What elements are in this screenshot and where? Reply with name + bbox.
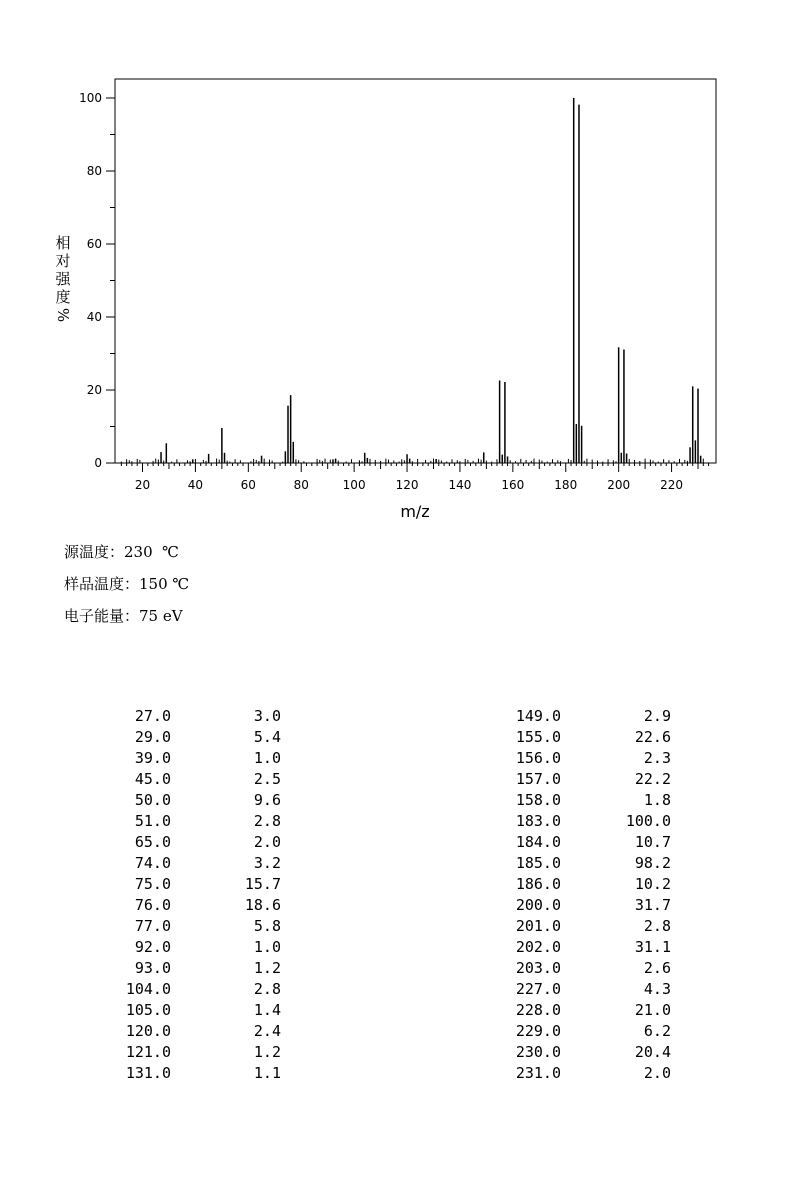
electron-energy: 电子能量：75 eV [64, 607, 183, 625]
peak-table-row [59, 937, 281, 958]
peak-table-row [59, 748, 281, 769]
peak-intensity: 22.6 [634, 728, 671, 746]
peak-table-row [449, 706, 671, 727]
peak-mz: 39.0 [134, 749, 171, 767]
peak-mz: 29.0 [134, 728, 171, 746]
peak-intensity: 9.6 [253, 791, 281, 809]
x-tick-label: 200 [607, 478, 631, 492]
peak-intensity: 31.1 [634, 938, 671, 956]
peak-table-row [449, 1063, 671, 1084]
peak-table-row [59, 895, 281, 916]
peak-mz: 93.0 [134, 959, 171, 977]
peak-mz: 74.0 [134, 854, 171, 872]
peak-intensity: 4.3 [643, 980, 671, 998]
x-tick-label: 120 [395, 478, 419, 492]
peak-intensity: 3.2 [253, 854, 281, 872]
peak-table-row [449, 748, 671, 769]
peak-table-row [449, 1000, 671, 1021]
peak-intensity: 10.2 [634, 875, 671, 893]
peak-intensity: 1.1 [253, 1064, 281, 1082]
peak-table-row [59, 1042, 281, 1063]
peak-intensity: 2.6 [643, 959, 671, 977]
peak-table-row [59, 874, 281, 895]
peak-table-row [449, 1042, 671, 1063]
peak-intensity: 21.0 [634, 1001, 671, 1019]
y-axis [79, 91, 115, 470]
peak-intensity: 2.8 [253, 980, 281, 998]
peak-mz: 104.0 [125, 980, 171, 998]
peak-table-row [449, 853, 671, 874]
peak-table-row [449, 979, 671, 1000]
peak-table-row [59, 790, 281, 811]
peak-mz: 202.0 [515, 938, 561, 956]
x-tick-label: 60 [240, 478, 256, 492]
peak-intensity: 5.8 [253, 917, 281, 935]
peak-mz: 92.0 [134, 938, 171, 956]
sample-temperature: 样品温度：150 ℃ [64, 575, 190, 593]
y-tick-label: 100 [79, 91, 102, 105]
peak-intensity: 5.4 [253, 728, 281, 746]
peak-mz: 228.0 [515, 1001, 561, 1019]
plot-frame [115, 79, 716, 463]
peak-mz: 158.0 [515, 791, 561, 809]
peak-table-row [59, 958, 281, 979]
peak-intensity: 1.8 [643, 791, 671, 809]
x-axis [121, 463, 708, 492]
y-tick-label: 60 [86, 237, 102, 251]
peak-table-row [59, 832, 281, 853]
peak-table-row [59, 853, 281, 874]
peak-table-row [449, 958, 671, 979]
peak-mz: 76.0 [134, 896, 171, 914]
peak-mz: 201.0 [515, 917, 561, 935]
source-temperature: 源温度：230 ℃ [64, 543, 179, 561]
y-axis-label [52, 234, 74, 324]
y-tick-label: 20 [86, 383, 102, 397]
peak-mz: 75.0 [134, 875, 171, 893]
x-axis-label: m/z [400, 502, 430, 521]
peak-intensity: 2.8 [643, 917, 671, 935]
y-tick-label: 40 [86, 310, 102, 324]
y-axis-label-char: 强 [55, 270, 71, 288]
peak-mz: 185.0 [515, 854, 561, 872]
peak-table-row [59, 706, 281, 727]
peak-intensity: 2.0 [253, 833, 281, 851]
peak-intensity: 2.3 [643, 749, 671, 767]
peak-mz: 231.0 [515, 1064, 561, 1082]
y-axis-label-char: 相 [55, 234, 71, 252]
peak-mz: 27.0 [134, 707, 171, 725]
peak-table-row [449, 811, 671, 832]
y-tick-label: 80 [86, 164, 102, 178]
peak-intensity: 2.9 [643, 707, 671, 725]
peak-mz: 184.0 [515, 833, 561, 851]
peak-intensity: 2.0 [643, 1064, 671, 1082]
peak-table-row [59, 769, 281, 790]
peak-intensity: 2.5 [253, 770, 281, 788]
peak-mz: 227.0 [515, 980, 561, 998]
peak-table-row [449, 832, 671, 853]
peak-mz: 157.0 [515, 770, 561, 788]
peak-mz: 50.0 [134, 791, 171, 809]
y-tick-label: 0 [94, 456, 102, 470]
peak-intensity: 31.7 [634, 896, 671, 914]
peak-intensity: 2.4 [253, 1022, 281, 1040]
peak-intensity: 1.2 [253, 959, 281, 977]
peak-intensity: 98.2 [634, 854, 671, 872]
peak-table-row [59, 979, 281, 1000]
peak-table-row [59, 727, 281, 748]
peak-intensity: 2.8 [253, 812, 281, 830]
peak-table-row [449, 937, 671, 958]
peak-intensity: 6.2 [643, 1022, 671, 1040]
x-tick-label: 40 [187, 478, 204, 492]
peak-table-row [59, 916, 281, 937]
x-tick-label: 180 [554, 478, 578, 492]
peak-intensity: 18.6 [244, 896, 281, 914]
peak-mz: 105.0 [125, 1001, 171, 1019]
peak-mz: 65.0 [134, 833, 171, 851]
peak-mz: 77.0 [134, 917, 171, 935]
peak-table-row [449, 1021, 671, 1042]
peak-table-row [449, 916, 671, 937]
peak-table-row [449, 874, 671, 895]
peak-intensity: 10.7 [634, 833, 671, 851]
peak-table-row [59, 1021, 281, 1042]
peak-intensity: 1.4 [253, 1001, 281, 1019]
x-tick-label: 80 [293, 478, 309, 492]
peak-table-row [449, 790, 671, 811]
peak-intensity: 15.7 [244, 875, 281, 893]
peak-intensity: 1.2 [253, 1043, 281, 1061]
peak-mz: 120.0 [125, 1022, 171, 1040]
peaks [161, 98, 701, 463]
peak-table-row [449, 727, 671, 748]
peak-table-row [59, 811, 281, 832]
y-axis-label-char: % [54, 307, 72, 323]
peak-mz: 186.0 [515, 875, 561, 893]
peak-intensity: 22.2 [634, 770, 671, 788]
peak-mz: 149.0 [515, 707, 561, 725]
peak-mz: 45.0 [134, 770, 171, 788]
peak-mz: 51.0 [134, 812, 171, 830]
x-tick-label: 220 [660, 478, 684, 492]
x-tick-label: 160 [501, 478, 525, 492]
x-tick-label: 140 [448, 478, 472, 492]
x-tick-label: 20 [134, 478, 151, 492]
peak-mz: 121.0 [125, 1043, 171, 1061]
peak-mz: 183.0 [515, 812, 561, 830]
peak-mz: 131.0 [125, 1064, 171, 1082]
peak-mz: 229.0 [515, 1022, 561, 1040]
peak-intensity: 3.0 [253, 707, 281, 725]
peak-table-left [59, 706, 281, 1084]
peak-table-row [59, 1063, 281, 1084]
peak-mz: 230.0 [515, 1043, 561, 1061]
peak-table-right [449, 706, 671, 1084]
peak-intensity: 20.4 [634, 1043, 671, 1061]
peak-table-row [449, 895, 671, 916]
y-axis-label-char: 对 [55, 252, 71, 270]
peak-intensity: 1.0 [253, 749, 281, 767]
peak-mz: 203.0 [515, 959, 561, 977]
mass-spectrum-chart [0, 0, 794, 530]
y-axis-label-char: 度 [55, 288, 71, 306]
peak-mz: 156.0 [515, 749, 561, 767]
peak-table-row [59, 1000, 281, 1021]
peak-mz: 200.0 [515, 896, 561, 914]
peak-intensity: 100.0 [625, 812, 671, 830]
peak-intensity: 1.0 [253, 938, 281, 956]
peak-table-row [449, 769, 671, 790]
peak-mz: 155.0 [515, 728, 561, 746]
x-tick-label: 100 [342, 478, 366, 492]
